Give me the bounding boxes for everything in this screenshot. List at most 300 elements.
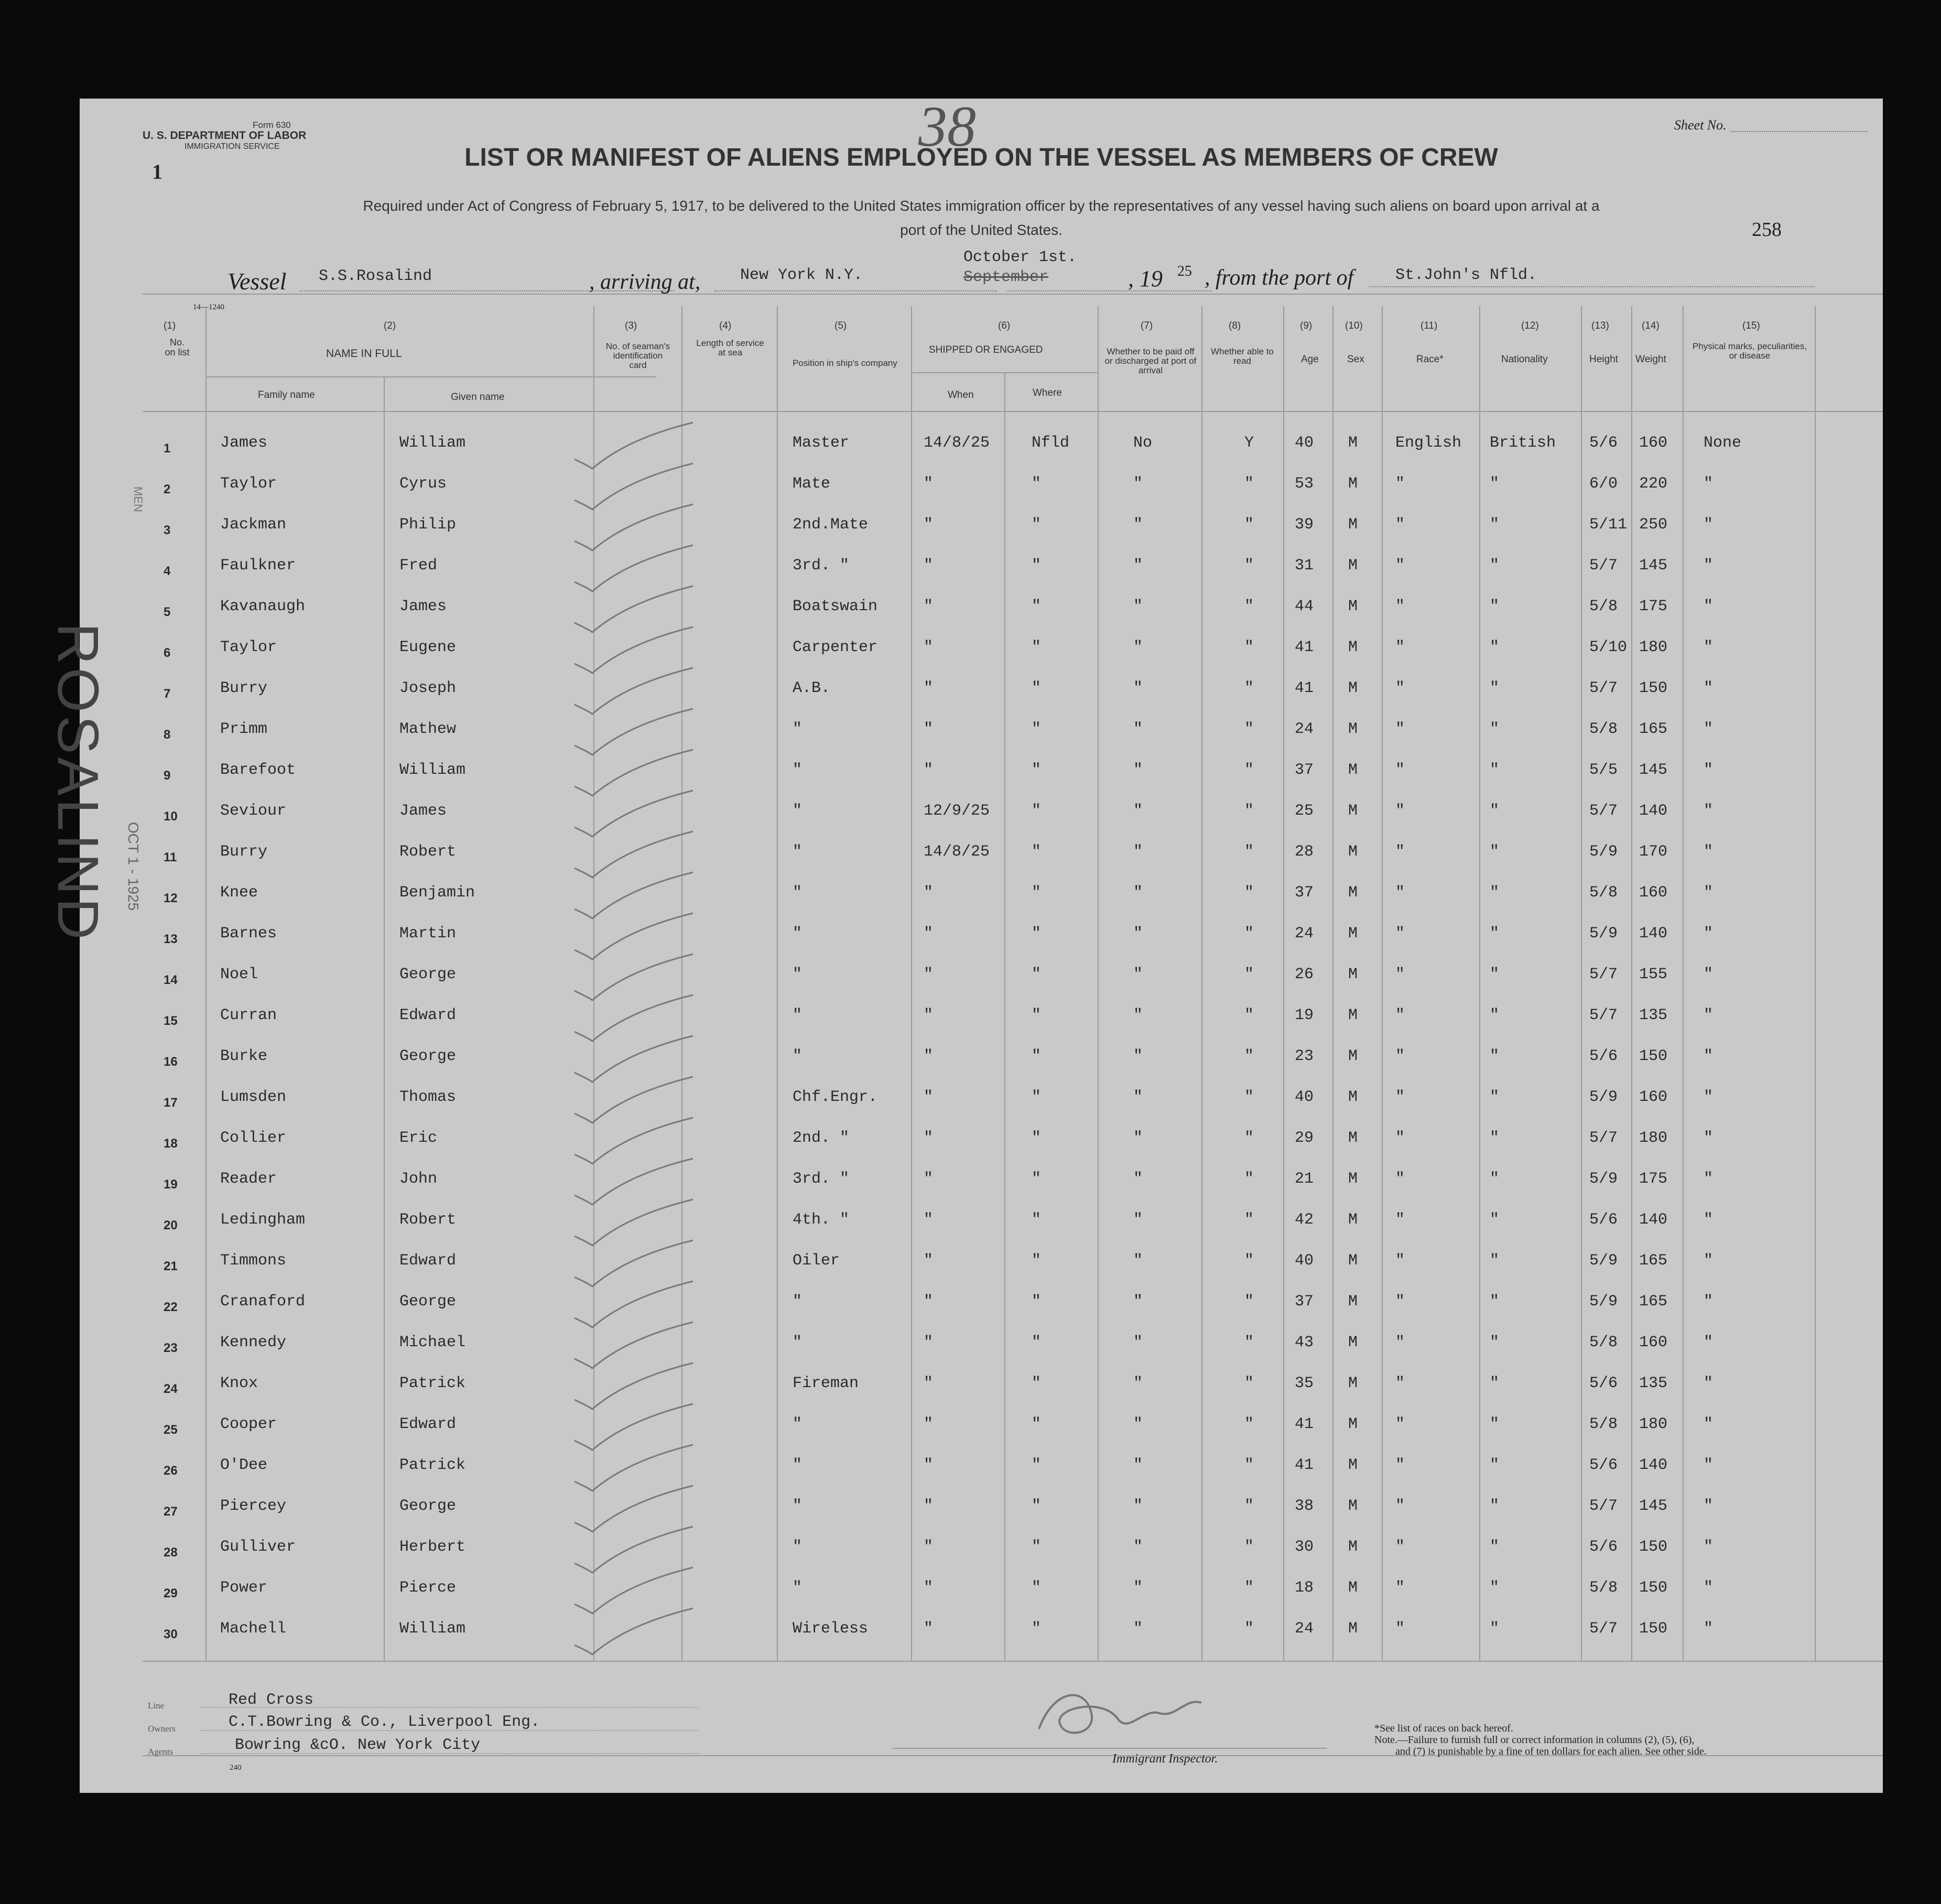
height-cell: 5/7 xyxy=(1589,802,1618,820)
given-name-cell: Fred xyxy=(399,557,438,575)
weight-cell: 135 xyxy=(1639,1007,1668,1024)
height-cell: 5/11 xyxy=(1589,516,1628,534)
physical-marks-cell: " xyxy=(1704,720,1714,738)
paid-off-cell: " xyxy=(1133,1538,1143,1556)
footer-value-rule xyxy=(200,1730,698,1731)
height-cell: 5/8 xyxy=(1589,884,1618,902)
position-cell: " xyxy=(793,761,803,779)
given-name-cell: George xyxy=(399,1293,457,1311)
shipped-when-cell: " xyxy=(924,1415,934,1433)
family-name-cell: Kennedy xyxy=(220,1334,287,1351)
able-to-read-cell: " xyxy=(1244,1293,1254,1311)
sex-cell: M xyxy=(1348,1620,1358,1638)
paid-off-cell: " xyxy=(1133,1007,1143,1024)
table-row xyxy=(80,1579,1883,1619)
shipped-where-cell: " xyxy=(1032,639,1042,656)
paid-off-cell: " xyxy=(1133,1620,1143,1638)
nationality-cell: " xyxy=(1490,925,1500,943)
col-num-6: (6) xyxy=(998,320,1011,331)
paid-off-cell: " xyxy=(1133,1293,1143,1311)
position-cell: " xyxy=(793,966,803,983)
position-cell: " xyxy=(793,1579,803,1597)
col-num-10: (10) xyxy=(1345,320,1363,331)
col-header-height: Height xyxy=(1589,354,1618,365)
arriving-port-line xyxy=(714,290,997,291)
race-cell: " xyxy=(1395,1579,1405,1597)
position-cell: A.B. xyxy=(793,679,831,697)
col-num-8: (8) xyxy=(1229,320,1241,331)
shipped-where-cell: " xyxy=(1032,1456,1042,1474)
able-to-read-cell: " xyxy=(1244,1415,1254,1433)
able-to-read-cell: " xyxy=(1244,639,1254,656)
race-cell: " xyxy=(1395,925,1405,943)
position-cell: Wireless xyxy=(793,1620,869,1638)
given-name-cell: Edward xyxy=(399,1007,457,1024)
row-number-cell: 3 xyxy=(164,523,171,537)
col-num-1: (1) xyxy=(164,320,176,331)
physical-marks-cell: " xyxy=(1704,843,1714,861)
table-row xyxy=(80,1088,1883,1128)
shipped-when-cell: 14/8/25 xyxy=(924,434,990,452)
weight-cell: 220 xyxy=(1639,475,1668,493)
age-cell: 41 xyxy=(1295,1415,1314,1433)
race-cell: " xyxy=(1395,966,1405,983)
weight-cell: 160 xyxy=(1639,434,1668,452)
age-cell: 40 xyxy=(1295,1252,1314,1270)
nationality-cell: " xyxy=(1490,1293,1500,1311)
col-num-15: (15) xyxy=(1742,320,1760,331)
weight-cell: 160 xyxy=(1639,1088,1668,1106)
shipped-when-cell: " xyxy=(924,639,934,656)
shipped-when-cell: " xyxy=(924,1497,934,1515)
owners-value: C.T.Bowring & Co., Liverpool Eng. xyxy=(229,1713,540,1731)
age-cell: 29 xyxy=(1295,1129,1314,1147)
paid-off-cell: " xyxy=(1133,1456,1143,1474)
row-number-cell: 9 xyxy=(164,769,171,783)
position-cell: " xyxy=(793,1334,803,1351)
family-name-cell: Knee xyxy=(220,884,258,902)
family-name-cell: Lumsden xyxy=(220,1088,287,1106)
table-row xyxy=(80,679,1883,719)
able-to-read-cell: " xyxy=(1244,1047,1254,1065)
shipped-when-cell: " xyxy=(924,1211,934,1229)
age-cell: 21 xyxy=(1295,1170,1314,1188)
shipped-where-cell: " xyxy=(1032,1334,1042,1351)
paid-off-cell: " xyxy=(1133,1047,1143,1065)
age-cell: 30 xyxy=(1295,1538,1314,1556)
weight-cell: 165 xyxy=(1639,1252,1668,1270)
sex-cell: M xyxy=(1348,884,1358,902)
given-name-cell: Edward xyxy=(399,1415,457,1433)
col-header-race: Race* xyxy=(1416,354,1444,365)
shipped-where-cell: " xyxy=(1032,1415,1042,1433)
family-name-cell: Seviour xyxy=(220,802,287,820)
weight-cell: 150 xyxy=(1639,1579,1668,1597)
age-cell: 44 xyxy=(1295,598,1314,615)
shipped-where-cell: " xyxy=(1032,1170,1042,1188)
nationality-cell: " xyxy=(1490,475,1500,493)
given-name-cell: Herbert xyxy=(399,1538,466,1556)
given-name-cell: Philip xyxy=(399,516,457,534)
table-row xyxy=(80,1620,1883,1660)
row-number-cell: 17 xyxy=(164,1096,178,1110)
department-name: U. S. DEPARTMENT OF LABOR xyxy=(143,129,307,142)
sex-cell: M xyxy=(1348,1497,1358,1515)
table-row xyxy=(80,1456,1883,1496)
footer-value-rule xyxy=(200,1707,698,1708)
position-cell: Boatswain xyxy=(793,598,878,615)
position-cell: Chf.Engr. xyxy=(793,1088,878,1106)
sex-cell: M xyxy=(1348,1579,1358,1597)
shipped-where-cell: " xyxy=(1032,1252,1042,1270)
table-row xyxy=(80,802,1883,842)
able-to-read-cell: " xyxy=(1244,1334,1254,1351)
able-to-read-cell: " xyxy=(1244,598,1254,615)
shipped-when-cell: " xyxy=(924,557,934,575)
paid-off-cell: " xyxy=(1133,516,1143,534)
physical-marks-cell: " xyxy=(1704,1375,1714,1392)
sex-cell: M xyxy=(1348,966,1358,983)
height-cell: 5/6 xyxy=(1589,434,1618,452)
table-row xyxy=(80,1415,1883,1455)
given-name-cell: Michael xyxy=(399,1334,466,1351)
vessel-label: Vessel xyxy=(227,268,287,295)
shipped-when-cell: " xyxy=(924,761,934,779)
age-cell: 43 xyxy=(1295,1334,1314,1351)
col-header-name-in-full: NAME IN FULL xyxy=(326,348,402,360)
sex-cell: M xyxy=(1348,1415,1358,1433)
shipped-where-cell: " xyxy=(1032,1620,1042,1638)
row-number-cell: 6 xyxy=(164,646,171,660)
col-num-14: (14) xyxy=(1642,320,1660,331)
nationality-cell: " xyxy=(1490,843,1500,861)
sex-cell: M xyxy=(1348,639,1358,656)
table-top-rule xyxy=(143,294,1883,295)
able-to-read-cell: " xyxy=(1244,1007,1254,1024)
nationality-cell: " xyxy=(1490,884,1500,902)
printer-code: 14—1240 xyxy=(193,303,224,311)
family-name-cell: Burry xyxy=(220,679,268,697)
table-row xyxy=(80,925,1883,965)
row-number-cell: 4 xyxy=(164,564,171,578)
physical-marks-cell: " xyxy=(1704,1538,1714,1556)
family-name-cell: Knox xyxy=(220,1375,258,1392)
row-number-cell: 30 xyxy=(164,1627,178,1641)
shipped-where-cell: " xyxy=(1032,598,1042,615)
shipped-where-cell: " xyxy=(1032,557,1042,575)
weight-cell: 180 xyxy=(1639,1129,1668,1147)
race-cell: " xyxy=(1395,1170,1405,1188)
paid-off-cell: " xyxy=(1133,1088,1143,1106)
height-cell: 5/9 xyxy=(1589,925,1618,943)
position-cell: " xyxy=(793,843,803,861)
col-header-age: Age xyxy=(1301,354,1319,365)
sheet-number-line xyxy=(1731,131,1867,132)
paid-off-cell: " xyxy=(1133,1579,1143,1597)
col-header-sex: Sex xyxy=(1347,354,1364,365)
table-row xyxy=(80,1047,1883,1087)
footnote-penalty-2: and (7) is punishable by a fine of ten dollars for each alien. See other side. xyxy=(1395,1746,1707,1757)
position-cell: " xyxy=(793,1007,803,1024)
nationality-cell: " xyxy=(1490,720,1500,738)
shipped-when-cell: " xyxy=(924,925,934,943)
position-cell: 2nd. " xyxy=(793,1129,850,1147)
height-cell: 5/8 xyxy=(1589,720,1618,738)
height-cell: 5/6 xyxy=(1589,1538,1618,1556)
shipped-when-cell: " xyxy=(924,679,934,697)
nationality-cell: " xyxy=(1490,1375,1500,1392)
nationality-cell: " xyxy=(1490,557,1500,575)
physical-marks-cell: " xyxy=(1704,1620,1714,1638)
shipped-where-cell: " xyxy=(1032,884,1042,902)
able-to-read-cell: " xyxy=(1244,1538,1254,1556)
able-to-read-cell: " xyxy=(1244,884,1254,902)
shipped-when-cell: " xyxy=(924,884,934,902)
able-to-read-cell: " xyxy=(1244,1170,1254,1188)
given-name-cell: Patrick xyxy=(399,1456,466,1474)
shipped-when-cell: " xyxy=(924,516,934,534)
age-cell: 31 xyxy=(1295,557,1314,575)
table-row xyxy=(80,557,1883,597)
physical-marks-cell: " xyxy=(1704,1170,1714,1188)
nationality-cell: " xyxy=(1490,802,1500,820)
weight-cell: 250 xyxy=(1639,516,1668,534)
sex-cell: M xyxy=(1348,1293,1358,1311)
col-num-11: (11) xyxy=(1420,320,1438,331)
shipped-where-cell: " xyxy=(1032,1497,1042,1515)
paid-off-cell: " xyxy=(1133,1334,1143,1351)
row-number-cell: 15 xyxy=(164,1014,178,1028)
year-prefix: , 19 xyxy=(1128,266,1163,291)
table-row xyxy=(80,475,1883,515)
given-name-cell: George xyxy=(399,966,457,983)
col-header-paid-off: Whether to be paid off or discharged at port of arrival xyxy=(1104,347,1197,375)
height-cell: 5/9 xyxy=(1589,1170,1618,1188)
weight-cell: 140 xyxy=(1639,1456,1668,1474)
row-number-cell: 25 xyxy=(164,1423,178,1437)
shipped-where-cell: " xyxy=(1032,516,1042,534)
age-cell: 38 xyxy=(1295,1497,1314,1515)
shipped-where-cell: " xyxy=(1032,1088,1042,1106)
race-cell: " xyxy=(1395,1538,1405,1556)
row-number-cell: 18 xyxy=(164,1137,178,1151)
manifest-sheet xyxy=(46,94,1883,1793)
family-name-cell: Power xyxy=(220,1579,268,1597)
position-cell: Fireman xyxy=(793,1375,859,1392)
row-number-cell: 12 xyxy=(164,891,178,905)
race-cell: " xyxy=(1395,802,1405,820)
paid-off-cell: " xyxy=(1133,966,1143,983)
height-cell: 5/7 xyxy=(1589,1007,1618,1024)
age-cell: 37 xyxy=(1295,1293,1314,1311)
shipped-when-cell: " xyxy=(924,1456,934,1474)
date-value: October 1st. xyxy=(963,248,1077,266)
height-cell: 5/5 xyxy=(1589,761,1618,779)
family-name-cell: O'Dee xyxy=(220,1456,268,1474)
height-cell: 5/7 xyxy=(1589,557,1618,575)
nationality-cell: " xyxy=(1490,516,1500,534)
age-cell: 23 xyxy=(1295,1047,1314,1065)
row-number-cell: 28 xyxy=(164,1545,178,1560)
height-cell: 5/6 xyxy=(1589,1375,1618,1392)
family-name-cell: James xyxy=(220,434,268,452)
col-num-4: (4) xyxy=(719,320,732,331)
table-row xyxy=(80,884,1883,924)
able-to-read-cell: " xyxy=(1244,1129,1254,1147)
race-cell: " xyxy=(1395,843,1405,861)
able-to-read-cell: " xyxy=(1244,1456,1254,1474)
position-cell: Mate xyxy=(793,475,831,493)
vessel-name: S.S.Rosalind xyxy=(319,267,432,285)
side-stamp: MEN xyxy=(132,486,145,512)
col-header-no-on-list: No. on list xyxy=(165,337,190,358)
shipped-when-cell: " xyxy=(924,1293,934,1311)
row-number-cell: 21 xyxy=(164,1259,178,1273)
race-cell: " xyxy=(1395,1620,1405,1638)
sex-cell: M xyxy=(1348,761,1358,779)
arriving-port: New York N.Y. xyxy=(740,266,863,284)
family-name-cell: Taylor xyxy=(220,639,277,656)
sex-cell: M xyxy=(1348,434,1358,452)
shipped-when-cell: " xyxy=(924,1538,934,1556)
position-cell: 3rd. " xyxy=(793,1170,850,1188)
sex-cell: M xyxy=(1348,679,1358,697)
col-num-5: (5) xyxy=(834,320,847,331)
footnote-penalty-1: Note.—Failure to furnish full or correct information in columns (2), (5), (6), xyxy=(1374,1734,1695,1746)
shipped-where-cell: Nfld xyxy=(1032,434,1070,452)
table-row xyxy=(80,1007,1883,1046)
shipped-when-cell: " xyxy=(924,598,934,615)
race-cell: " xyxy=(1395,761,1405,779)
race-cell: " xyxy=(1395,1415,1405,1433)
physical-marks-cell: " xyxy=(1704,1293,1714,1311)
sex-cell: M xyxy=(1348,1007,1358,1024)
position-cell: " xyxy=(793,1538,803,1556)
height-cell: 5/9 xyxy=(1589,843,1618,861)
line-label: Line xyxy=(148,1701,165,1711)
handwritten-number: 38 xyxy=(918,94,976,158)
row-number-cell: 29 xyxy=(164,1586,178,1600)
physical-marks-cell: " xyxy=(1704,1334,1714,1351)
sex-cell: M xyxy=(1348,925,1358,943)
physical-marks-cell: " xyxy=(1704,1579,1714,1597)
given-name-cell: William xyxy=(399,434,466,452)
paid-off-cell: " xyxy=(1133,639,1143,656)
shipped-where-cell: " xyxy=(1032,1129,1042,1147)
given-name-cell: Mathew xyxy=(399,720,457,738)
physical-marks-cell: " xyxy=(1704,802,1714,820)
col-num-3: (3) xyxy=(625,320,637,331)
given-name-cell: Eugene xyxy=(399,639,457,656)
table-row xyxy=(80,1375,1883,1414)
name-subheader-rule xyxy=(205,376,656,377)
paid-off-cell: " xyxy=(1133,1252,1143,1270)
given-name-cell: James xyxy=(399,598,447,615)
weight-cell: 140 xyxy=(1639,802,1668,820)
family-name-cell: Faulkner xyxy=(220,557,296,575)
date-line xyxy=(1007,290,1212,291)
given-name-cell: Cyrus xyxy=(399,475,447,493)
bottom-code: 240 xyxy=(230,1764,242,1772)
agents-value: Bowring &cO. New York City xyxy=(235,1736,481,1754)
col-header-nationality: Nationality xyxy=(1501,354,1548,365)
position-cell: " xyxy=(793,1293,803,1311)
sex-cell: M xyxy=(1348,843,1358,861)
given-name-cell: James xyxy=(399,802,447,820)
given-name-cell: Robert xyxy=(399,843,457,861)
sex-cell: M xyxy=(1348,1047,1358,1065)
weight-cell: 160 xyxy=(1639,1334,1668,1351)
given-name-cell: Joseph xyxy=(399,679,457,697)
col-header-position: Position in ship's company xyxy=(793,358,897,368)
shipped-where-cell: " xyxy=(1032,1538,1042,1556)
inspector-label: Immigrant Inspector. xyxy=(1112,1752,1218,1766)
nationality-cell: " xyxy=(1490,1170,1500,1188)
physical-marks-cell: " xyxy=(1704,1129,1714,1147)
agents-label: Agents xyxy=(148,1747,174,1757)
service-name: IMMIGRATION SERVICE xyxy=(185,142,280,151)
family-name-cell: Collier xyxy=(220,1129,287,1147)
vessel-stamp: ROSALIND xyxy=(46,623,110,943)
date-stamp: OCT 1 - 1925 xyxy=(125,822,142,911)
col-num-12: (12) xyxy=(1521,320,1539,331)
height-cell: 5/7 xyxy=(1589,1129,1618,1147)
height-cell: 6/0 xyxy=(1589,475,1618,493)
given-name-cell: William xyxy=(399,1620,466,1638)
shipped-when-cell: " xyxy=(924,1620,934,1638)
shipped-when-cell: " xyxy=(924,720,934,738)
height-cell: 5/8 xyxy=(1589,598,1618,615)
position-cell: " xyxy=(793,1415,803,1433)
height-cell: 5/8 xyxy=(1589,1579,1618,1597)
paid-off-cell: " xyxy=(1133,761,1143,779)
row-number-cell: 19 xyxy=(164,1177,178,1192)
able-to-read-cell: " xyxy=(1244,925,1254,943)
shipped-when-cell: " xyxy=(924,1579,934,1597)
row-number-cell: 11 xyxy=(164,850,177,864)
table-row xyxy=(80,761,1883,801)
race-cell: " xyxy=(1395,1456,1405,1474)
height-cell: 5/9 xyxy=(1589,1088,1618,1106)
physical-marks-cell: " xyxy=(1704,1047,1714,1065)
col-header-where: Where xyxy=(1033,387,1062,398)
physical-marks-cell: " xyxy=(1704,475,1714,493)
age-cell: 24 xyxy=(1295,720,1314,738)
position-cell: Carpenter xyxy=(793,639,878,656)
age-cell: 53 xyxy=(1295,475,1314,493)
position-cell: 2nd.Mate xyxy=(793,516,869,534)
col-header-when: When xyxy=(948,390,974,401)
physical-marks-cell: " xyxy=(1704,1497,1714,1515)
weight-cell: 160 xyxy=(1639,884,1668,902)
paid-off-cell: " xyxy=(1133,843,1143,861)
able-to-read-cell: " xyxy=(1244,802,1254,820)
nationality-cell: " xyxy=(1490,679,1500,697)
weight-cell: 170 xyxy=(1639,843,1668,861)
age-cell: 24 xyxy=(1295,1620,1314,1638)
margin-mark: 1 xyxy=(152,160,162,183)
shipped-when-cell: " xyxy=(924,475,934,493)
position-cell: " xyxy=(793,1456,803,1474)
shipped-when-cell: " xyxy=(924,1088,934,1106)
paid-off-cell: " xyxy=(1133,925,1143,943)
race-cell: " xyxy=(1395,598,1405,615)
height-cell: 5/8 xyxy=(1589,1334,1618,1351)
col-header-family-name: Family name xyxy=(258,390,315,401)
row-number-cell: 27 xyxy=(164,1505,178,1519)
physical-marks-cell: " xyxy=(1704,557,1714,575)
subtitle-line2: port of the United States. xyxy=(900,222,1062,238)
